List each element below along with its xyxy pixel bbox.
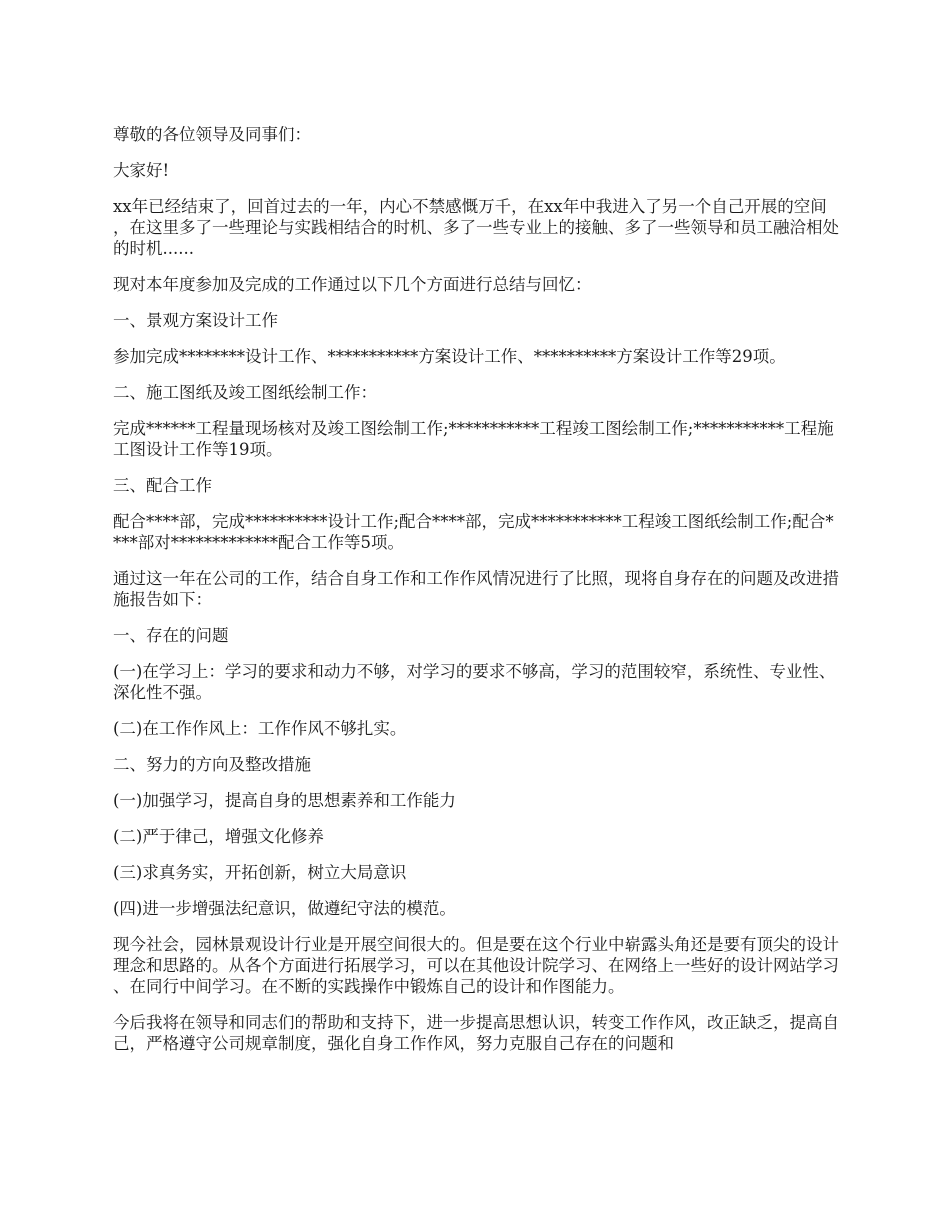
section-heading-measures: 二、努力的方向及整改措施 bbox=[113, 755, 311, 774]
summary-intro: 现对本年度参加及完成的工作通过以下几个方面进行总结与回忆： bbox=[113, 275, 592, 294]
landscape-design-paragraph: 参加完成********设计工作、***********方案设计工作、**********方案设计工作等29项。 bbox=[113, 347, 786, 366]
measure-item-4: (四)进一步增强法纪意识，做遵纪守法的模范。 bbox=[113, 899, 456, 918]
problem-item-work-style: (二)在工作作风上：工作作风不够扎实。 bbox=[113, 719, 407, 738]
salutation: 尊敬的各位领导及同事们： bbox=[113, 125, 311, 144]
problem-item-study: (一)在学习上：学习的要求和动力不够，对学习的要求不够高，学习的范围较窄，系统性、专业性、深化性不强。 bbox=[113, 662, 836, 702]
intro-paragraph: xx年已经结束了，回首过去的一年，内心不禁感慨万千，在xx年中我进入了另一个自己开展的空间，在这里多了一些理论与实践相结合的时机、多了一些专业上的接触、多了一些领导和员工融洽相处的时机...... bbox=[113, 197, 839, 258]
construction-drawings-paragraph: 完成******工程量现场核对及竣工图绘制工作;***********工程竣工图绘制工作;***********工程施工图设计工作等19项。 bbox=[113, 419, 834, 459]
self-review-intro: 通过这一年在公司的工作，结合自身工作和工作作风情况进行了比照，现将自身存在的问题及改进措施报告如下： bbox=[113, 569, 839, 609]
section-heading-landscape-design: 一、景观方案设计工作 bbox=[113, 311, 278, 330]
measure-item-1: (一)加强学习，提高自身的思想素养和工作能力 bbox=[113, 791, 456, 810]
greeting: 大家好! bbox=[113, 161, 170, 180]
cooperation-paragraph: 配合****部，完成**********设计工作;配合****部，完成***********工程竣工图纸绘制工作;配合****部对*************配合工作等5项。 bbox=[113, 512, 834, 552]
document-body bbox=[113, 124, 841, 1069]
future-plan-paragraph: 今后我将在领导和同志们的帮助和支持下，进一步提高思想认识，转变工作作风，改正缺乏，提高自己，严格遵守公司规章制度，强化自身工作作风，努力克服自己存在的问题和 bbox=[113, 1013, 839, 1053]
industry-outlook-paragraph: 现今社会，园林景观设计行业是开展空间很大的。但是要在这个行业中崭露头角还是要有顶尖的设计理念和思路的。从各个方面进行拓展学习，可以在其他设计院学习、在网络上一些好的设计网站学习、在同行中间学习。在不断的实践操作中锻炼自己的设计和作图能力。 bbox=[113, 935, 839, 996]
measure-item-3: (三)求真务实，开拓创新，树立大局意识 bbox=[113, 863, 407, 882]
section-heading-problems: 一、存在的问题 bbox=[113, 626, 229, 645]
measure-item-2: (二)严于律己，增强文化修养 bbox=[113, 827, 324, 846]
section-heading-construction-drawings: 二、施工图纸及竣工图纸绘制工作： bbox=[113, 383, 377, 402]
section-heading-cooperation: 三、配合工作 bbox=[113, 476, 212, 495]
